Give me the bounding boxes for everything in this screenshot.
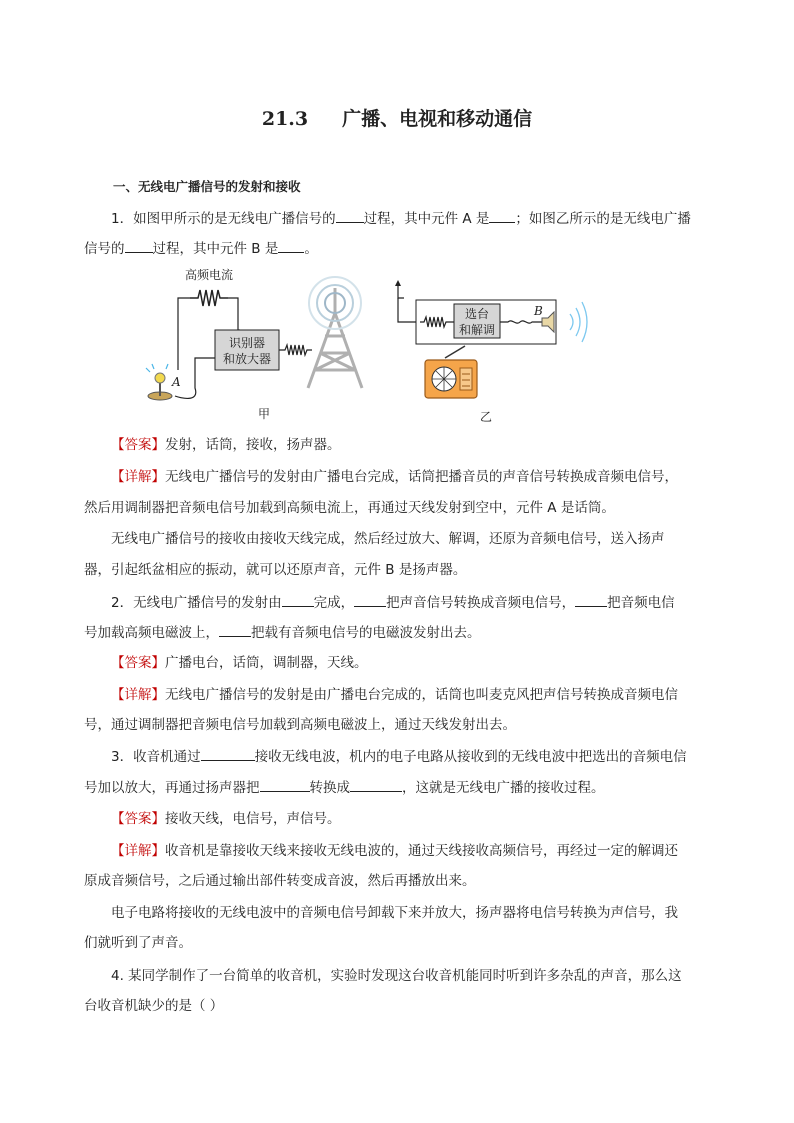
q3-detail-line-2: 原成音频信号，之后通过输出部件转变成音波，然后再播放出来。 [84,873,476,889]
detail-tag: 【详解】 [111,843,165,859]
answer-tag: 【答案】 [111,811,165,827]
modulator-label-line2: 和放大器 [222,352,272,366]
page-title [0,104,794,131]
question-4-line-2: 台收音机缺少的是（ ） [84,998,224,1014]
demodulator-label-line2: 和解调 [458,323,496,337]
section-heading: 一、无线电广播信号的发射和接收 [113,179,301,194]
q1-text: 1．如图甲所示的是无线电广播信号的 [111,211,336,227]
question-4-line-1: 4. 某同学制作了一台简单的收音机，实验时发现这台收音机能同时听到许多杂乱的声音，那么这 [111,968,682,984]
modulator-label-line1: 识别器 [228,336,266,350]
q1-text: 过程，其中元件 A 是 [363,211,490,227]
q2-detail-line-2: 号，通过调制器把音频电信号加载到高频电磁波上，通过天线发射出去。 [84,717,516,733]
label-b: B [534,304,543,318]
wire [175,358,215,398]
answer-tag: 【答案】 [111,655,165,671]
radio-set-icon [425,346,477,398]
q1-detail-line-1 [84,462,714,492]
title-number: 21.3 [261,108,309,130]
q3-text: 转换成 [309,780,350,796]
answer-blank [282,592,314,607]
q1-text: 。 [304,241,318,257]
transmission-tower-icon [308,277,362,388]
label-yi: 乙 [480,410,493,424]
radio-diagram-figure [140,258,610,428]
answer-blank [260,777,310,792]
detail-tag: 【详解】 [111,469,165,485]
question-3-line-1 [84,742,714,772]
wire [398,298,416,322]
microphone-head-icon [155,373,165,383]
q1-detail-line-3: 无线电广播信号的接收由接收天线完成，然后经过放大、解调，还原为音频电信号，送入扬声 [111,531,665,547]
answer-blank [336,208,364,223]
q3-detail-line-4: 们就听到了声音。 [84,935,192,951]
demodulator-label-line1: 选台 [464,307,490,321]
label-high-frequency-current: 高频电流 [185,268,234,282]
answer-blank [219,622,251,637]
q2-text: 把音频电信 [607,595,675,611]
question-2-line-2 [84,618,714,648]
received-wave-icon [420,317,454,327]
q3-text: ，这就是无线电广播的接收过程。 [402,780,605,796]
q1-answer [84,430,714,460]
title-text: 广播、电视和移动通信 [342,108,533,130]
q3-detail-line-1 [84,836,714,866]
detail-text: 无线电广播信号的发射由广播电台完成，话筒把播音员的声音信号转换成音频电信号， [165,469,678,485]
detail-tag: 【详解】 [111,687,165,703]
q2-text: 号加载高频电磁波上， [84,625,219,641]
answer-blank [575,592,607,607]
modulated-wave-icon [279,345,312,355]
answer-blank [489,208,515,223]
q2-text: 2．无线电广播信号的发射由 [111,595,282,611]
antenna-tip-icon [395,280,401,286]
label-jia: 甲 [258,407,271,421]
q3-answer [84,804,714,834]
q2-detail-line-1 [84,680,714,710]
audio-wave-icon [500,321,542,323]
q3-text: 号加以放大，再通过扬声器把 [84,780,260,796]
answer-blank [278,238,304,253]
label-a: A [172,375,181,389]
answer-blank [125,238,153,253]
answer-blank [354,592,386,607]
q1-detail-line-4: 器，引起纸盆相应的振动，就可以还原声音，元件 B 是扬声器。 [84,562,467,578]
high-frequency-wave-icon [190,290,228,306]
question-3-line-2 [84,773,714,803]
q2-text: 把载有音频电信号的电磁波发射出去。 [251,625,481,641]
detail-text: 收音机是靠接收天线来接收无线电波的，通过天线接收高频信号，再经过一定的解调还 [165,843,678,859]
answer-blank [350,777,402,792]
radio-diagram [140,258,610,428]
question-1-line-1 [84,204,714,234]
q1-detail-line-2: 然后用调制器把音频电信号加载到高频电流上，再通过天线发射到空中，元件 A 是话筒。 [84,500,615,516]
sound-lines-icon [146,364,168,372]
q2-text: 完成， [313,595,355,611]
answer-text: 接收天线，电信号，声信号。 [165,811,341,827]
question-2-line-1 [84,588,714,618]
answer-blank [201,746,255,761]
q3-text: 接收无线电波，机内的电子电路从接收到的无线电波中把选出的音频电信 [254,749,687,765]
answer-text: 广播电台，话筒，调制器，天线。 [165,655,368,671]
q3-detail-line-3: 电子电路将接收的无线电波中的音频电信号卸载下来并放大，扬声器将电信号转换为声信号，我 [111,905,678,921]
q2-text: 把声音信号转换成音频电信号， [386,595,576,611]
answer-tag: 【答案】 [111,437,165,453]
q2-answer [84,648,714,678]
sound-waves-icon [570,302,587,342]
detail-text: 无线电广播信号的发射是由广播电台完成的，话筒也叫麦克风把声信号转换成音频电信 [165,687,678,703]
q1-text: ；如图乙所示的是无线电广播 [515,211,691,227]
speaker-icon [542,312,554,332]
q3-text: 3．收音机通过 [111,749,201,765]
q1-text: 信号的 [84,241,125,257]
q1-text: 过程，其中元件 B 是 [152,241,279,257]
answer-text: 发射，话筒，接收，扬声器。 [165,437,341,453]
